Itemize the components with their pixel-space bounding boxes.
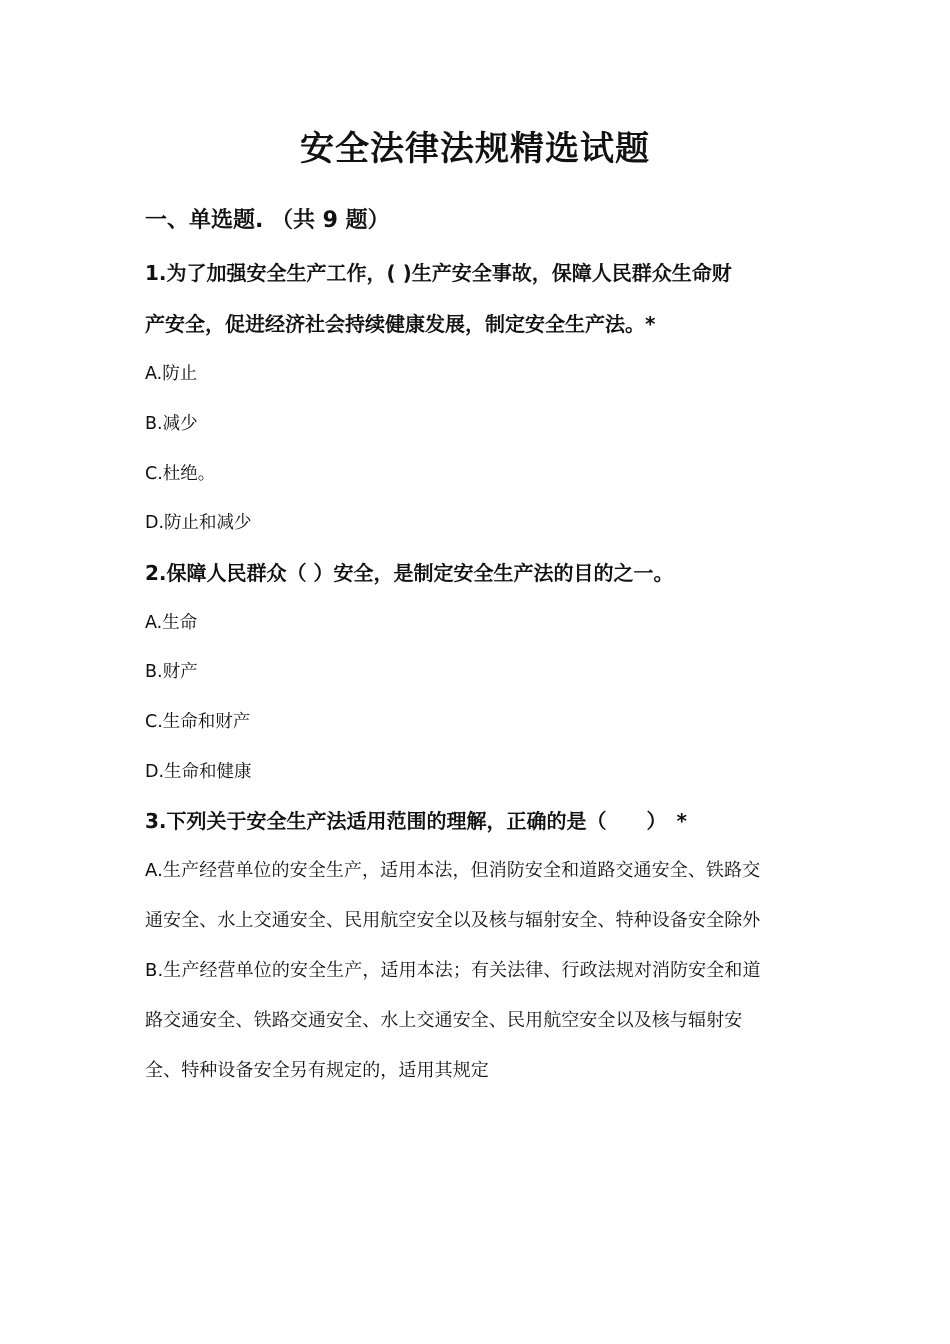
question-1-line-1: 1.为了加强安全生产工作，( )生产安全事故，保障人民群众生命财 [145,261,732,285]
question-3-option-a-line-2: 通安全、水上交通安全、民用航空安全以及核与辐射安全、特种设备安全除外 [145,910,761,931]
document-title: 安全法律法规精选试题 [300,129,650,169]
question-2-line-1: 2.保障人民群众（ ）安全，是制定安全生产法的目的之一。 [145,561,674,585]
question-3-line-1: 3.下列关于安全生产法适用范围的理解，正确的是（ ） * [145,809,687,833]
section-heading: 一、单选题. （共 9 题） [145,208,390,233]
question-3-option-b-line-2: 路交通安全、铁路交通安全、水上交通安全、民用航空安全以及核与辐射安 [145,1010,743,1031]
question-2-option-b: B.财产 [145,662,198,682]
question-2-option-d: D.生命和健康 [145,762,252,782]
question-3-option-b-line-3: 全、特种设备安全另有规定的，适用其规定 [145,1060,489,1081]
question-3-option-b-line-1: B.生产经营单位的安全生产，适用本法；有关法律、行政法规对消防安全和道 [145,960,761,981]
question-1-option-b: B.减少 [145,414,198,434]
question-1-option-c: C.杜绝。 [145,464,216,484]
question-2-option-c: C.生命和财产 [145,712,251,732]
question-1-line-2: 产安全，促进经济社会持续健康发展，制定安全生产法。* [145,312,656,336]
question-1-option-d: D.防止和减少 [145,513,252,533]
question-3-option-a-line-1: A.生产经营单位的安全生产，适用本法，但消防安全和道路交通安全、铁路交 [145,860,761,881]
question-1-option-a: A.防止 [145,364,198,384]
question-2-option-a: A.生命 [145,613,198,633]
